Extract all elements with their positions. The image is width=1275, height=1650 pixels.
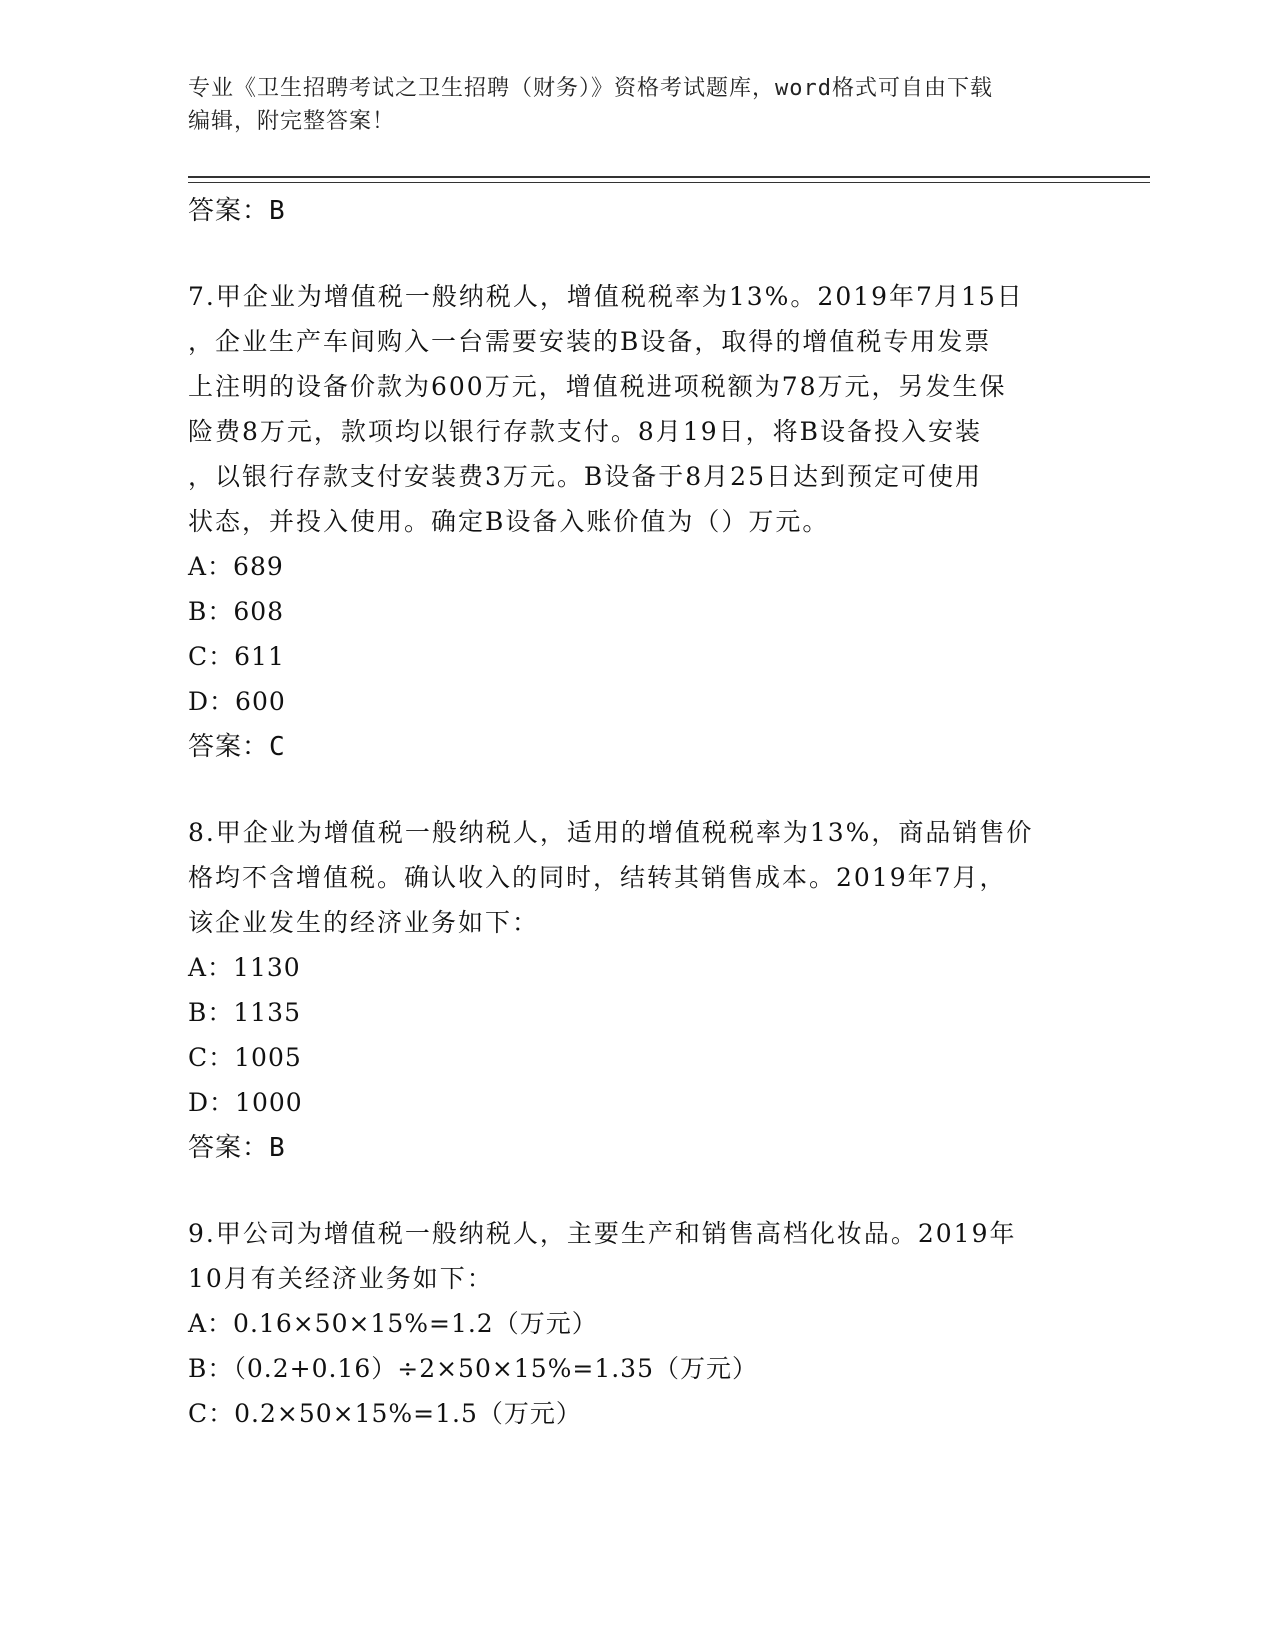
page-header (188, 72, 1088, 138)
question-line: ，以银行存款支付安装费3万元。B设备于8月25日达到预定可使用 (188, 462, 982, 491)
question-line: 该企业发生的经济业务如下： (188, 908, 540, 937)
question-line: 10月有关经济业务如下： (188, 1264, 494, 1293)
option-b: B：608 (188, 597, 285, 626)
previous-answer: 答案：B (188, 196, 286, 226)
spacer (188, 234, 1088, 274)
header-divider-thin (188, 182, 1150, 183)
option-b: B：1135 (188, 998, 301, 1027)
page-content (188, 188, 1088, 1436)
option-a: A：0.16×50×15%=1.2（万元） (188, 1309, 598, 1338)
option-d: D：1000 (188, 1088, 303, 1117)
question-line: 上注明的设备价款为600万元，增值税进项税额为78万元，另发生保 (188, 372, 1007, 401)
question-line: 格均不含增值税。确认收入的同时，结转其销售成本。2019年7月， (188, 863, 1007, 892)
question-8 (188, 810, 1088, 1171)
question-8-text (188, 810, 1088, 945)
question-line: 状态，并投入使用。确定B设备入账价值为（）万元。 (188, 507, 830, 536)
answer-8: 答案：B (188, 1133, 286, 1163)
question-9 (188, 1211, 1088, 1436)
question-line: 险费8万元，款项均以银行存款支付。8月19日，将B设备投入安装 (188, 417, 982, 446)
spacer (188, 1171, 1088, 1211)
option-c: C：611 (188, 642, 285, 671)
question-7-text (188, 274, 1088, 544)
question-line: 9.甲公司为增值税一般纳税人，主要生产和销售高档化妆品。2019年 (188, 1219, 1017, 1248)
question-line: ，企业生产车间购入一台需要安装的B设备，取得的增值税专用发票 (188, 327, 992, 356)
option-c: C：0.2×50×15%=1.5（万元） (188, 1399, 582, 1428)
option-a: A：1130 (188, 953, 301, 982)
header-divider-thick (188, 176, 1150, 178)
answer-7: 答案：C (188, 732, 286, 762)
question-9-text (188, 1211, 1088, 1301)
header-line-1: 专业《卫生招聘考试之卫生招聘（财务）》资格考试题库，word格式可自由下载 (188, 76, 993, 101)
option-a: A：689 (188, 552, 284, 581)
header-line-2: 编辑，附完整答案！ (188, 109, 396, 134)
option-d: D：600 (188, 687, 286, 716)
question-line: 7.甲企业为增值税一般纳税人，增值税税率为13%。2019年7月15日 (188, 282, 1024, 311)
spacer (188, 770, 1088, 810)
question-7 (188, 274, 1088, 770)
option-c: C：1005 (188, 1043, 302, 1072)
question-line: 8.甲企业为增值税一般纳税人，适用的增值税税率为13%，商品销售价 (188, 818, 1034, 847)
option-b: B：（0.2+0.16）÷2×50×15%=1.35（万元） (188, 1354, 758, 1383)
